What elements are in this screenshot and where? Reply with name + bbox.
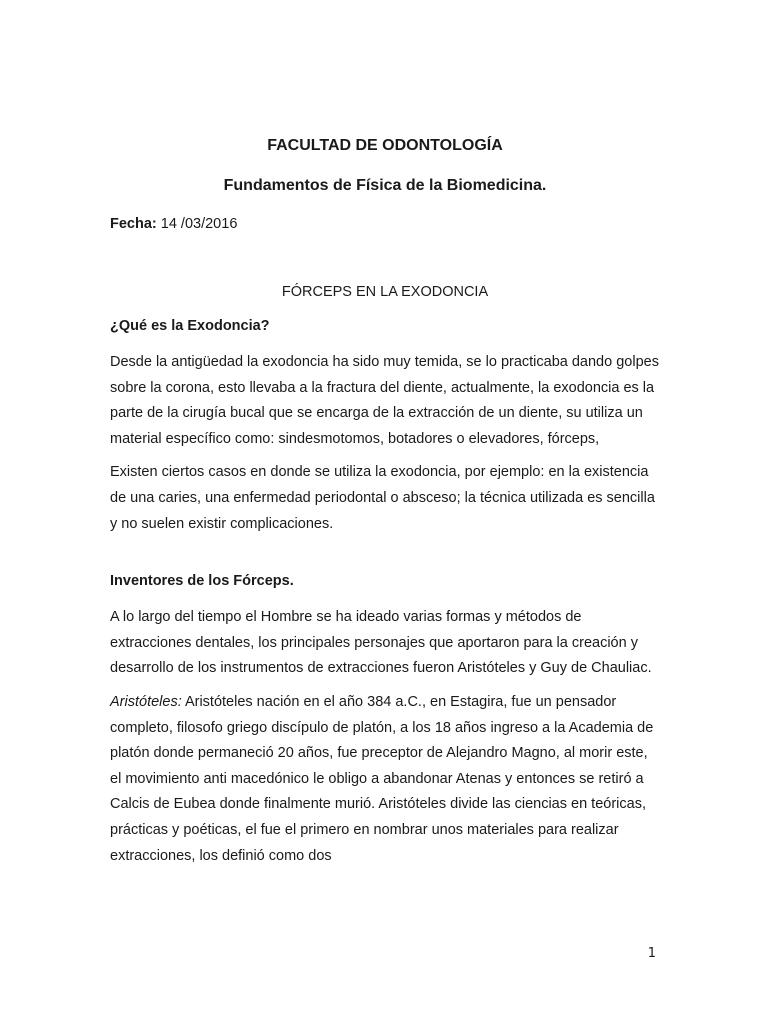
date-label: Fecha: [110, 216, 157, 232]
heading-inventores: Inventores de los Fórceps. [110, 573, 294, 590]
heading-exodoncia: ¿Qué es la Exodoncia? [110, 318, 270, 334]
paragraph-4-body: Aristóteles nación en el año 384 a.C., en Estagira, fue un pensador completo, filosofo griego discípulo de platón, a los 18 años ingreso a la Academia de platón donde permaneció 20 años, fue preceptor de Alejandro Magno, al morir este, el movimiento anti macedónico le obligo a abandonar Atenas y entonces se retiró a Calcis de Eubea donde finalmente murió. Aristóteles divide las ciencias en teóricas, prácticas y poéticas, el fue el primero en nombrar unos materiales para realizar extracciones, los definió como dos [110, 693, 654, 864]
paragraph-1: Desde la antigüedad la exodoncia ha sido muy temida, se lo practicaba dando golpes sobre la corona, esto llevaba a la fractura del diente, actualmente, la exodoncia es la parte de la cirugía bucal que se encarga de la extracción de un diente, su utiliza un material específico como: sindesmotomos, botadores o elevadores, fórceps, [110, 354, 659, 447]
date-line [110, 212, 660, 236]
page-number: 1 [647, 946, 656, 961]
document-subtitle: Fundamentos de Física de la Biomedicina. [223, 177, 547, 194]
paragraph-2: Existen ciertos casos en donde se utiliza la exodoncia, por ejemplo: en la existencia de una caries, una enfermedad periodontal o absceso; la técnica utilizada es sencilla y no suelen existir complicaciones. [110, 464, 655, 532]
page-content [110, 132, 660, 869]
paragraph-3: A lo largo del tiempo el Hombre se ha ideado varias formas y métodos de extracciones dentales, los principales personajes que aportaron para la creación y desarrollo de los instrumentos de extracciones fueron Aristóteles y Guy de Chauliac. [110, 609, 652, 677]
paragraph-4-lead: Aristóteles: [110, 693, 182, 710]
paragraph-4 [110, 690, 660, 869]
section-title: FÓRCEPS EN LA EXODONCIA [281, 284, 489, 300]
document-title: FACULTAD DE ODONTOLOGÍA [267, 137, 503, 154]
date-value: 14 /03/2016 [156, 216, 238, 232]
